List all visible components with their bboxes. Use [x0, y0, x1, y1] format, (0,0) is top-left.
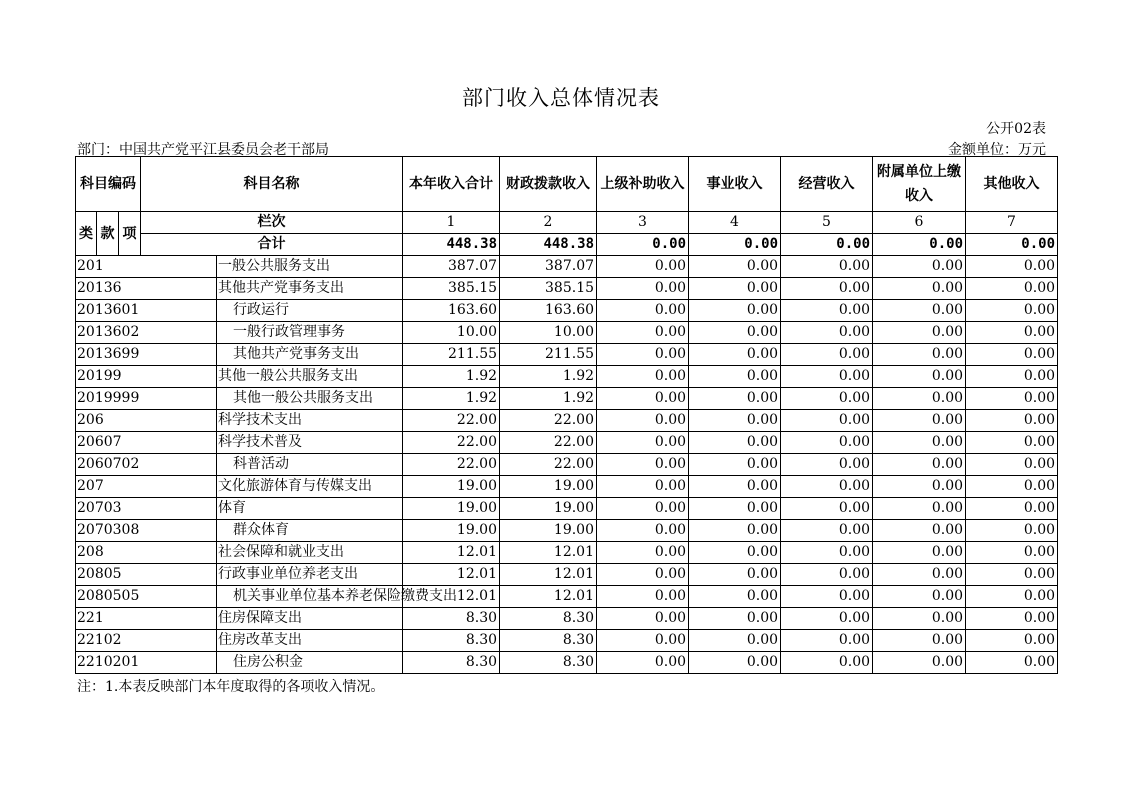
- subject-code: 221: [76, 608, 217, 630]
- amount-cell: 0.00: [873, 586, 966, 608]
- amount-cell: 0.00: [597, 344, 689, 366]
- total-value: 0.00: [873, 234, 966, 256]
- total-label: 合计: [141, 234, 403, 256]
- subject-name: 住房改革支出: [217, 630, 403, 652]
- amount-cell: 1.92: [403, 388, 500, 410]
- index-label: 栏次: [141, 212, 403, 234]
- amount-cell: 0.00: [873, 410, 966, 432]
- table-row: [76, 498, 1058, 520]
- amount-cell: 0.00: [597, 300, 689, 322]
- amount-cell: 0.00: [873, 454, 966, 476]
- amount-cell: 0.00: [597, 432, 689, 454]
- footnote: 注：1.本表反映部门本年度取得的各项收入情况。: [77, 679, 385, 695]
- page-title: 部门收入总体情况表: [462, 86, 660, 110]
- amount-cell: 0.00: [597, 520, 689, 542]
- header-lei: 类: [76, 212, 97, 256]
- total-row: [76, 234, 1058, 256]
- subject-code: 20805: [76, 564, 217, 586]
- amount-cell: 0.00: [597, 410, 689, 432]
- amount-cell: 0.00: [966, 322, 1058, 344]
- amount-cell: 12.01: [500, 586, 597, 608]
- amount-cell: 0.00: [689, 454, 781, 476]
- amount-cell: 0.00: [597, 476, 689, 498]
- table-row: [76, 322, 1058, 344]
- header-col: 上级补助收入: [597, 157, 689, 212]
- subject-code: 2210201: [76, 652, 217, 674]
- subject-name: 其他一般公共服务支出: [217, 388, 403, 410]
- amount-cell: 8.30: [500, 630, 597, 652]
- amount-cell: 0.00: [781, 344, 873, 366]
- amount-cell: 0.00: [597, 256, 689, 278]
- subject-name: 一般行政管理事务: [217, 322, 403, 344]
- amount-cell: 0.00: [873, 388, 966, 410]
- header-col: 经营收入: [781, 157, 873, 212]
- amount-cell: 0.00: [873, 608, 966, 630]
- table-row: [76, 608, 1058, 630]
- amount-cell: 0.00: [689, 300, 781, 322]
- amount-cell: 22.00: [500, 454, 597, 476]
- amount-cell: 0.00: [689, 366, 781, 388]
- subject-code: 2013601: [76, 300, 217, 322]
- amount-cell: 385.15: [403, 278, 500, 300]
- amount-cell: 0.00: [873, 542, 966, 564]
- header-col: 财政拨款收入: [500, 157, 597, 212]
- amount-cell: 0.00: [873, 652, 966, 674]
- table-row: [76, 410, 1058, 432]
- subject-name: 其他共产党事务支出: [217, 344, 403, 366]
- amount-cell: 22.00: [403, 454, 500, 476]
- amount-cell: 0.00: [689, 432, 781, 454]
- amount-cell: 0.00: [781, 564, 873, 586]
- amount-cell: 0.00: [966, 608, 1058, 630]
- subject-name: 文化旅游体育与传媒支出: [217, 476, 403, 498]
- amount-cell: 0.00: [689, 498, 781, 520]
- table-row: [76, 564, 1058, 586]
- subject-name: 群众体育: [217, 520, 403, 542]
- header-row: [76, 157, 1058, 212]
- amount-cell: 0.00: [873, 256, 966, 278]
- amount-cell: 0.00: [597, 366, 689, 388]
- amount-cell: 0.00: [597, 542, 689, 564]
- amount-cell: 0.00: [689, 630, 781, 652]
- amount-cell: 8.30: [403, 608, 500, 630]
- amount-unit-label: 金额单位：万元: [948, 142, 1046, 158]
- amount-cell: 0.00: [689, 322, 781, 344]
- amount-cell: 0.00: [597, 498, 689, 520]
- amount-cell: 0.00: [689, 256, 781, 278]
- index-num: 3: [597, 212, 689, 234]
- subject-name: 科学技术支出: [217, 410, 403, 432]
- amount-cell: 0.00: [966, 542, 1058, 564]
- amount-cell: 0.00: [689, 542, 781, 564]
- amount-cell: 0.00: [873, 520, 966, 542]
- amount-cell: 0.00: [966, 432, 1058, 454]
- subject-code: 201: [76, 256, 217, 278]
- amount-cell: 0.00: [689, 652, 781, 674]
- header-col: 其他收入: [966, 157, 1058, 212]
- amount-cell: 0.00: [781, 322, 873, 344]
- amount-cell: 0.00: [689, 564, 781, 586]
- amount-cell: 10.00: [403, 322, 500, 344]
- amount-cell: 0.00: [966, 388, 1058, 410]
- header-xiang: 项: [119, 212, 141, 256]
- total-value: 448.38: [403, 234, 500, 256]
- amount-cell: 0.00: [966, 652, 1058, 674]
- subject-name: 住房公积金: [217, 652, 403, 674]
- amount-cell: 1.92: [500, 366, 597, 388]
- total-value: 0.00: [966, 234, 1058, 256]
- amount-cell: 12.01: [403, 542, 500, 564]
- header-kuan: 款: [97, 212, 119, 256]
- amount-cell: 0.00: [873, 278, 966, 300]
- amount-cell: 0.00: [781, 630, 873, 652]
- amount-cell: 387.07: [403, 256, 500, 278]
- table-row: [76, 652, 1058, 674]
- amount-cell: 0.00: [966, 476, 1058, 498]
- amount-cell: 0.00: [597, 586, 689, 608]
- table-row: [76, 256, 1058, 278]
- amount-cell: 0.00: [873, 366, 966, 388]
- subject-name: 机关事业单位基本养老保险缴费支出: [217, 586, 403, 608]
- table-row: [76, 300, 1058, 322]
- total-value: 448.38: [500, 234, 597, 256]
- index-num: 2: [500, 212, 597, 234]
- subject-code: 2080505: [76, 586, 217, 608]
- amount-cell: 0.00: [781, 542, 873, 564]
- table-row: [76, 432, 1058, 454]
- table-row: [76, 520, 1058, 542]
- amount-cell: 0.00: [966, 344, 1058, 366]
- subject-code: 2013699: [76, 344, 217, 366]
- subject-code: 22102: [76, 630, 217, 652]
- subject-code: 206: [76, 410, 217, 432]
- amount-cell: 12.01: [500, 542, 597, 564]
- amount-cell: 0.00: [966, 366, 1058, 388]
- amount-cell: 12.01: [403, 564, 500, 586]
- amount-cell: 22.00: [500, 432, 597, 454]
- amount-cell: 8.30: [403, 630, 500, 652]
- amount-cell: 0.00: [781, 432, 873, 454]
- table-row: [76, 630, 1058, 652]
- amount-cell: 19.00: [403, 498, 500, 520]
- amount-cell: 0.00: [689, 476, 781, 498]
- subject-code: 20199: [76, 366, 217, 388]
- amount-cell: 211.55: [500, 344, 597, 366]
- index-num: 5: [781, 212, 873, 234]
- table-row: [76, 476, 1058, 498]
- table-row: [76, 344, 1058, 366]
- header-name: 科目名称: [141, 157, 403, 212]
- amount-cell: 0.00: [597, 564, 689, 586]
- amount-cell: 0.00: [597, 388, 689, 410]
- amount-cell: 0.00: [597, 652, 689, 674]
- subject-name: 其他共产党事务支出: [217, 278, 403, 300]
- subject-code: 207: [76, 476, 217, 498]
- amount-cell: 1.92: [500, 388, 597, 410]
- amount-cell: 0.00: [781, 476, 873, 498]
- subject-name: 科学技术普及: [217, 432, 403, 454]
- amount-cell: 0.00: [966, 256, 1058, 278]
- table-row: [76, 454, 1058, 476]
- header-col: 附属单位上缴收入: [873, 157, 966, 212]
- subject-code: 20703: [76, 498, 217, 520]
- subject-code: 208: [76, 542, 217, 564]
- amount-cell: 0.00: [873, 344, 966, 366]
- amount-cell: 0.00: [597, 630, 689, 652]
- amount-cell: 0.00: [689, 608, 781, 630]
- header-col: 事业收入: [689, 157, 781, 212]
- amount-cell: 0.00: [597, 608, 689, 630]
- income-table: [75, 156, 1058, 674]
- amount-cell: 0.00: [689, 520, 781, 542]
- amount-cell: 0.00: [689, 410, 781, 432]
- subject-name: 一般公共服务支出: [217, 256, 403, 278]
- subject-code: 20607: [76, 432, 217, 454]
- subject-code: 2060702: [76, 454, 217, 476]
- subject-code: 20136: [76, 278, 217, 300]
- amount-cell: 0.00: [873, 322, 966, 344]
- amount-cell: 22.00: [403, 432, 500, 454]
- amount-cell: 0.00: [966, 410, 1058, 432]
- amount-cell: 0.00: [781, 652, 873, 674]
- subject-name: 其他一般公共服务支出: [217, 366, 403, 388]
- amount-cell: 19.00: [500, 520, 597, 542]
- subject-name: 行政运行: [217, 300, 403, 322]
- amount-cell: 0.00: [597, 278, 689, 300]
- table-row: [76, 542, 1058, 564]
- amount-cell: 0.00: [966, 630, 1058, 652]
- table-row: [76, 586, 1058, 608]
- amount-cell: 0.00: [597, 454, 689, 476]
- table-row: [76, 278, 1058, 300]
- subject-name: 社会保障和就业支出: [217, 542, 403, 564]
- amount-cell: 0.00: [689, 388, 781, 410]
- amount-cell: 0.00: [966, 454, 1058, 476]
- table-row: [76, 366, 1058, 388]
- total-value: 0.00: [689, 234, 781, 256]
- amount-cell: 22.00: [500, 410, 597, 432]
- department-label: 部门：中国共产党平江县委员会老干部局: [77, 142, 329, 158]
- index-num: 6: [873, 212, 966, 234]
- index-num: 1: [403, 212, 500, 234]
- amount-cell: 385.15: [500, 278, 597, 300]
- form-number: 公开02表: [986, 121, 1046, 137]
- amount-cell: 0.00: [873, 476, 966, 498]
- amount-cell: 0.00: [873, 564, 966, 586]
- amount-cell: 19.00: [500, 498, 597, 520]
- amount-cell: 0.00: [689, 278, 781, 300]
- amount-cell: 0.00: [781, 388, 873, 410]
- subject-code: 2019999: [76, 388, 217, 410]
- amount-cell: 8.30: [403, 652, 500, 674]
- index-num: 7: [966, 212, 1058, 234]
- amount-cell: 0.00: [781, 520, 873, 542]
- amount-cell: 8.30: [500, 652, 597, 674]
- amount-cell: 12.01: [403, 586, 500, 608]
- amount-cell: 12.01: [500, 564, 597, 586]
- amount-cell: 0.00: [597, 322, 689, 344]
- subject-code: 2013602: [76, 322, 217, 344]
- amount-cell: 19.00: [403, 520, 500, 542]
- amount-cell: 8.30: [500, 608, 597, 630]
- amount-cell: 0.00: [966, 300, 1058, 322]
- amount-cell: 0.00: [781, 256, 873, 278]
- amount-cell: 19.00: [403, 476, 500, 498]
- amount-cell: 0.00: [873, 432, 966, 454]
- amount-cell: 387.07: [500, 256, 597, 278]
- amount-cell: 0.00: [689, 344, 781, 366]
- amount-cell: 0.00: [781, 608, 873, 630]
- amount-cell: 0.00: [781, 498, 873, 520]
- amount-cell: 0.00: [873, 630, 966, 652]
- amount-cell: 0.00: [966, 278, 1058, 300]
- amount-cell: 0.00: [966, 586, 1058, 608]
- index-num: 4: [689, 212, 781, 234]
- amount-cell: 211.55: [403, 344, 500, 366]
- subject-name: 科普活动: [217, 454, 403, 476]
- amount-cell: 0.00: [966, 498, 1058, 520]
- amount-cell: 10.00: [500, 322, 597, 344]
- amount-cell: 0.00: [781, 410, 873, 432]
- amount-cell: 0.00: [781, 300, 873, 322]
- amount-cell: 0.00: [689, 586, 781, 608]
- subject-code: 2070308: [76, 520, 217, 542]
- amount-cell: 0.00: [781, 586, 873, 608]
- amount-cell: 163.60: [403, 300, 500, 322]
- amount-cell: 22.00: [403, 410, 500, 432]
- amount-cell: 0.00: [781, 278, 873, 300]
- total-value: 0.00: [781, 234, 873, 256]
- header-code-group: 科目编码: [76, 157, 141, 212]
- subject-name: 体育: [217, 498, 403, 520]
- header-col: 本年收入合计: [403, 157, 500, 212]
- amount-cell: 1.92: [403, 366, 500, 388]
- amount-cell: 0.00: [873, 498, 966, 520]
- subject-name: 行政事业单位养老支出: [217, 564, 403, 586]
- subject-name: 住房保障支出: [217, 608, 403, 630]
- table-row: [76, 388, 1058, 410]
- amount-cell: 0.00: [781, 366, 873, 388]
- amount-cell: 0.00: [781, 454, 873, 476]
- amount-cell: 0.00: [873, 300, 966, 322]
- index-row: [76, 212, 1058, 234]
- total-value: 0.00: [597, 234, 689, 256]
- amount-cell: 0.00: [966, 520, 1058, 542]
- amount-cell: 163.60: [500, 300, 597, 322]
- amount-cell: 19.00: [500, 476, 597, 498]
- amount-cell: 0.00: [966, 564, 1058, 586]
